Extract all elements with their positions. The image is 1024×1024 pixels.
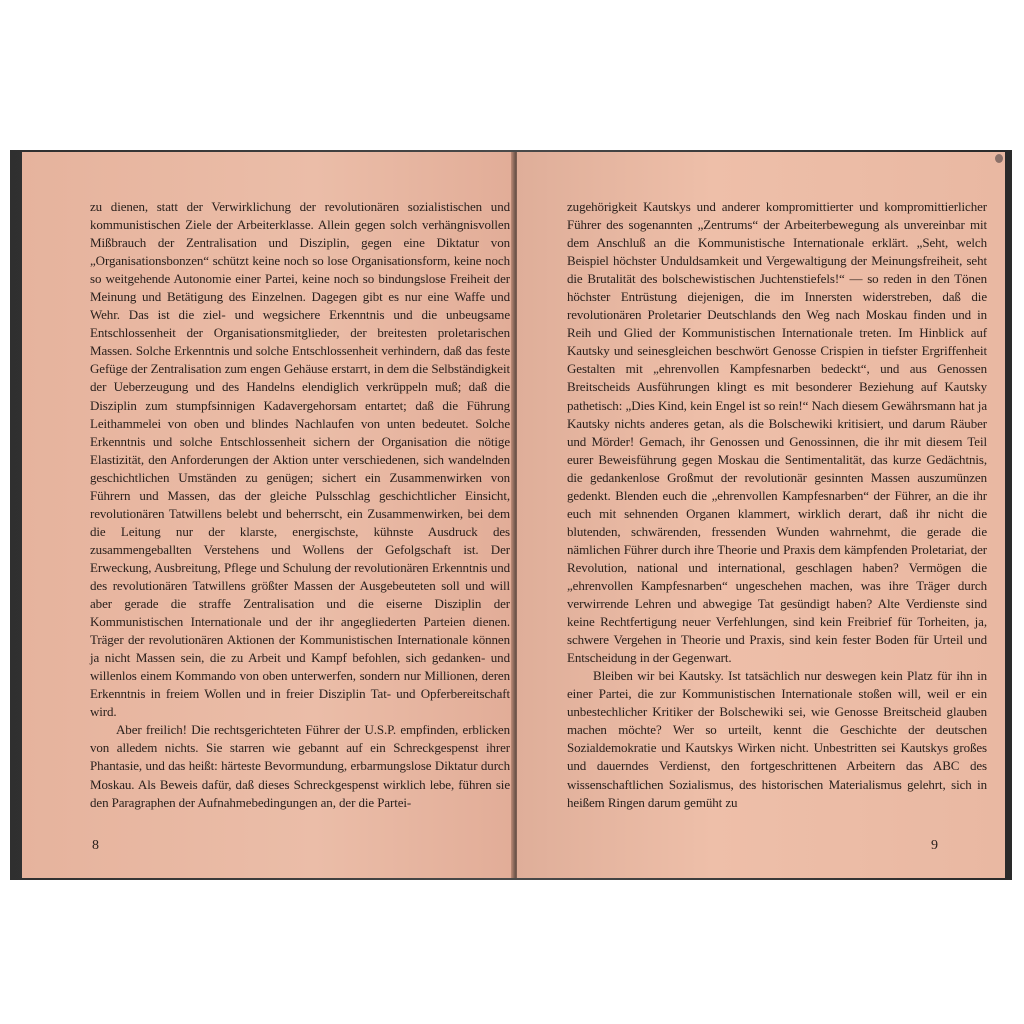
page-number-left: 8: [92, 838, 99, 853]
paper-speck: [995, 154, 1003, 163]
left-page: [22, 152, 514, 878]
page-number-right: 9: [931, 838, 938, 853]
left-paragraph-2: Aber freilich! Die rechtsgerichteten Führer der U.S.P. empfinden, erblicken von alledem nichts. Sie starren wie gebannt auf ein Schreckgespenst ihrer Phantasie, und das heißt: härteste Bevormundung, erbarmungslose Diktatur durch Moskau. Als Beweis dafür, daß dieses Schreckgespenst wirklich lebe, führen sie den Paragraphen der Aufnahmebedingungen an, der die Partei-: [90, 722, 510, 810]
right-paragraph-2: Bleiben wir bei Kautsky. Ist tatsächlich nur deswegen kein Platz für ihn in einer Partei, die zur Kommunistischen Internationale stoßen will, weil er ein unbestechlicher Kritiker der Bolschewiki sei, wie Genosse Breitscheid glauben machen möchte? Wer so urteilt, kennt die Geschichte der deutschen Sozialdemokratie und Kautskys Wirken nicht. Unbestritten sei Kautskys großes und dauerndes Verdienst, den fortgeschrittenen Arbeitern das ABC des wissenschaftlichen Sozialismus, des historischen Materialismus gelehrt, sich in heißem Ringen darum gemüht zu: [567, 668, 987, 810]
left-page-text: [90, 198, 510, 812]
left-paragraph-1: zu dienen, statt der Verwirklichung der revolutionären sozialistischen und kommunistischen Ziele der Arbeiterklasse. Allein gegen solch verhängnisvollen Mißbrauch der Zentralisation und Disziplin, gegen eine Diktatur von „Organisationsbonzen“ schützt keine noch so lose Organisationsform, keine noch so weitgehende Autonomie einer Partei, keine noch so bindungslose Freiheit der Meinung und Betätigung des Einzelnen. Dagegen gibt es nur eine Waffe und Wehr. Das ist die ziel- und wegsichere Erkenntnis und die unbeugsame Entschlossenheit der Organisationsmitglieder, der breitesten proletarischen Massen. Solche Erkenntnis und solche Entschlossenheit verhindern, daß das feste Gefüge der Zentralisation zum engen Gehäuse erstarrt, in dem die Selbständigkeit der Ueberzeugung und des Handelns elendiglich verkrüppeln muß; daß die Disziplin zum stumpfsinnigen Kadavergehorsam entartet; daß die Führung Leithammelei von oben und blindes Nachlaufen von unten bedeutet. Solche Erkenntnis und solche Entschlossenheit sichern der Organisation die nötige Elastizität, den Anforderungen der Aktion unter verschiedenen, sich wandelnden geschichtlichen Umständen zu genügen; sichert ein Zusammenwirken von Führern und Massen, das der gleiche Pulsschlag geschichtlicher Einsicht, revolutionären Tatwillens belebt und beherrscht, ein Zusammenwirken, bei dem die Leitung nur der klarste, energischste, kühnste Ausdruck des zusammengeballten Verstehens und Wollens der Gefolgschaft ist. Der Erweckung, Ausbreitung, Pflege und Schulung der revolutionären Erkenntnis und des revolutionären Tatwillens größter Massen der Ausgebeuteten soll und will aber gerade die straffe Zentralisation und die eiserne Disziplin der Kommunistischen Internationale und der ihr angegliederten Parteien dienen. Träger der revolutionären Aktionen der Kommunistischen Internationale können ja nicht Massen sein, die zu Arbeit und Kampf befohlen, sich gedanken- und willenlos einem Kommando von oben unterwerfen, sondern nur Millionen, deren Erkenntnis in freiem Wollen und in freier Disziplin Tat- und Opferbereitschaft wird.: [90, 199, 510, 720]
right-page-text: [567, 198, 987, 812]
right-page: [517, 152, 1005, 878]
right-paragraph-1: zugehörigkeit Kautskys und anderer kompromittierter und kompromittierlicher Führer des sogenannten „Zentrums“ der Arbeiterbewegung als unvereinbar mit dem Anschluß an die Kommunistische Internationale erklärt. „Seht, welch Beispiel höchster Unduldsamkeit und Vergewaltigung der Meinungsfreiheit, seht die Brutalität des bolschewistischen Juchtenstiefels!“ — so reden in den Tönen höchster Entrüstung diejenigen, die im Innersten widerstreben, daß die revolutionären Proletarier Deutschlands den Weg nach Moskau finden und in Reih und Glied der Kommunistischen Internationale treten. Im Hinblick auf Kautsky und seinesgleichen beschwört Genosse Crispien in tiefster Ergriffenheit Gestalten mit „ehrenvollen Kampfesnarben bedeckt“, und aus Genossen Breitscheids Ausführungen klingt es mit besonderer Beziehung auf Kautsky pathetisch: „Dies Kind, kein Engel ist so rein!“ Nach diesem Gewährsmann hat ja Kautsky nichts anderes getan, als die Bolschewiki kritisiert, und darum Räuber und Mörder! Gemach, ihr Genossen und Genossinnen, die ihr mit diesem Teil eurer Beweisführung gegen Moskau die Sentimentalität, das kurze Gedächtnis, die gedankenlose Großmut der revolutionär gesinnten Massen auszumünzen gedenkt. Blenden euch die „ehrenvollen Kampfesnarben“ der Führer, an die ihr euch mit sehnenden Organen klammert, wirklich derart, daß ihr nicht die blutenden, schwärenden, fressenden Wunden wahrnehmt, die gerade die nämlichen Führer durch ihre Theorie und Praxis dem kämpfenden Proletariat, der Revolution, national und international, geschlagen haben? Vermögen die „ehrenvollen Kampfesnarben“ ungeschehen machen, was ihre Träger durch verwirrende Lehren und abwegige Tat gesündigt haben? Alte Verdienste sind keine Rechtfertigung neuer Verfehlungen, sind kein Freibrief für Torheiten, ja, schwere Vergehen in Theorie und Praxis, sind kein fester Boden für Urteil und Entscheidung in der Gegenwart.: [567, 199, 987, 666]
